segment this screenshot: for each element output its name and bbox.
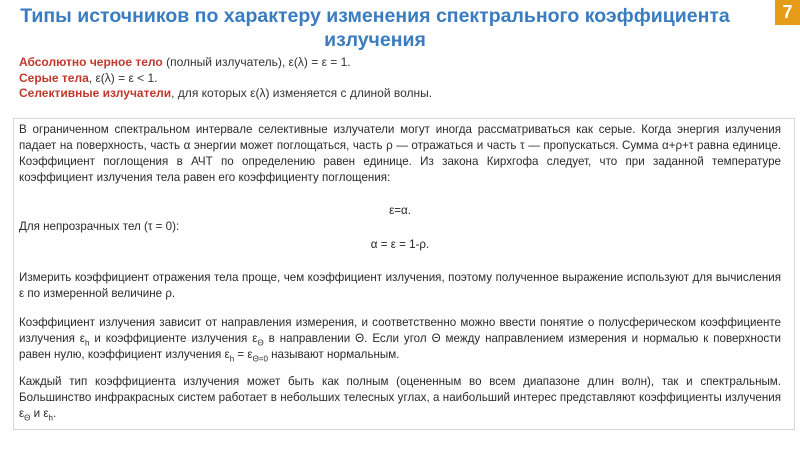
subscript: Θ — [24, 413, 31, 423]
paragraph-total-spectral — [19, 374, 781, 422]
type-desc: , для которых ε(λ) изменяется с длиной волны. — [171, 86, 433, 100]
text-run: и ε — [30, 407, 49, 420]
opaque-label: Для непрозрачных тел (τ = 0): — [19, 220, 180, 233]
subscript: Θ — [257, 338, 264, 348]
type-black-body — [19, 55, 439, 71]
formula-kirchhoff: ε=α. — [389, 204, 411, 217]
subscript: h — [84, 338, 90, 348]
text-run: Коэффициент излучения зависит от направления измерения, и соответственно можно ввести понятие о полусферическом коэффициенте излучения ε — [19, 316, 781, 345]
text-run: Каждый тип коэффициента излучения может быть как полным (оцененным во всем диапазоне длин волн), так и спектральным. Большинство инфракрасных систем работает в небольших телесных углах, а наибольший интерес представляют коэффициенты излучения ε — [19, 375, 781, 420]
paragraph-directional — [19, 315, 781, 363]
text-run: = ε — [234, 348, 253, 361]
subscript: h — [229, 354, 235, 364]
formula-opaque: α = ε = 1-ρ. — [370, 238, 430, 251]
text-run: в направлении Θ. Если угол Θ между направлением измерения и нормалью к поверхности равен нулю, коэффициент излучения ε — [19, 332, 781, 361]
type-term: Серые тела — [19, 70, 89, 85]
type-selective — [19, 86, 439, 102]
subscript: h — [48, 413, 53, 423]
slide-number-badge: 7 — [775, 0, 800, 25]
text-run: . — [52, 407, 57, 420]
source-types-list — [19, 55, 439, 102]
slide-title: Типы источников по характеру изменения спектрального коэффициента излучения — [20, 5, 730, 51]
paragraph-selective-grey: В ограниченном спектральном интервале селективные излучатели могут иногда рассматриваться как серые. Когда энергия излучения падает на поверхность, часть α энергии может поглощаться, часть ρ — отражаться и часть τ — пропускаться. Сумма α+ρ+τ равна единице. Коэффициент поглощения в АЧТ по определению равен единице. Из закона Кирхгофа следует, что при заданной температуре коэффициент излучения тела равен его коэффициенту поглощения: — [19, 123, 781, 184]
subscript: Θ=0 — [252, 354, 268, 364]
type-grey-body — [19, 71, 439, 87]
type-term: Абсолютно черное тело — [19, 55, 163, 69]
text-run: и коэффициенте излучения ε — [89, 332, 258, 345]
text-run: называют нормальным. — [267, 348, 400, 361]
type-desc: (полный излучатель), ε(λ) = ε = 1. — [162, 55, 351, 69]
paragraph-reflection: Измерить коэффициент отражения тела проще, чем коэффициент излучения, поэтому полученное выражение используют для вычисления ε по измеренной величине ρ. — [19, 271, 781, 300]
type-desc: , ε(λ) = ε < 1. — [88, 70, 158, 85]
type-term: Селективные излучатели — [19, 86, 172, 100]
